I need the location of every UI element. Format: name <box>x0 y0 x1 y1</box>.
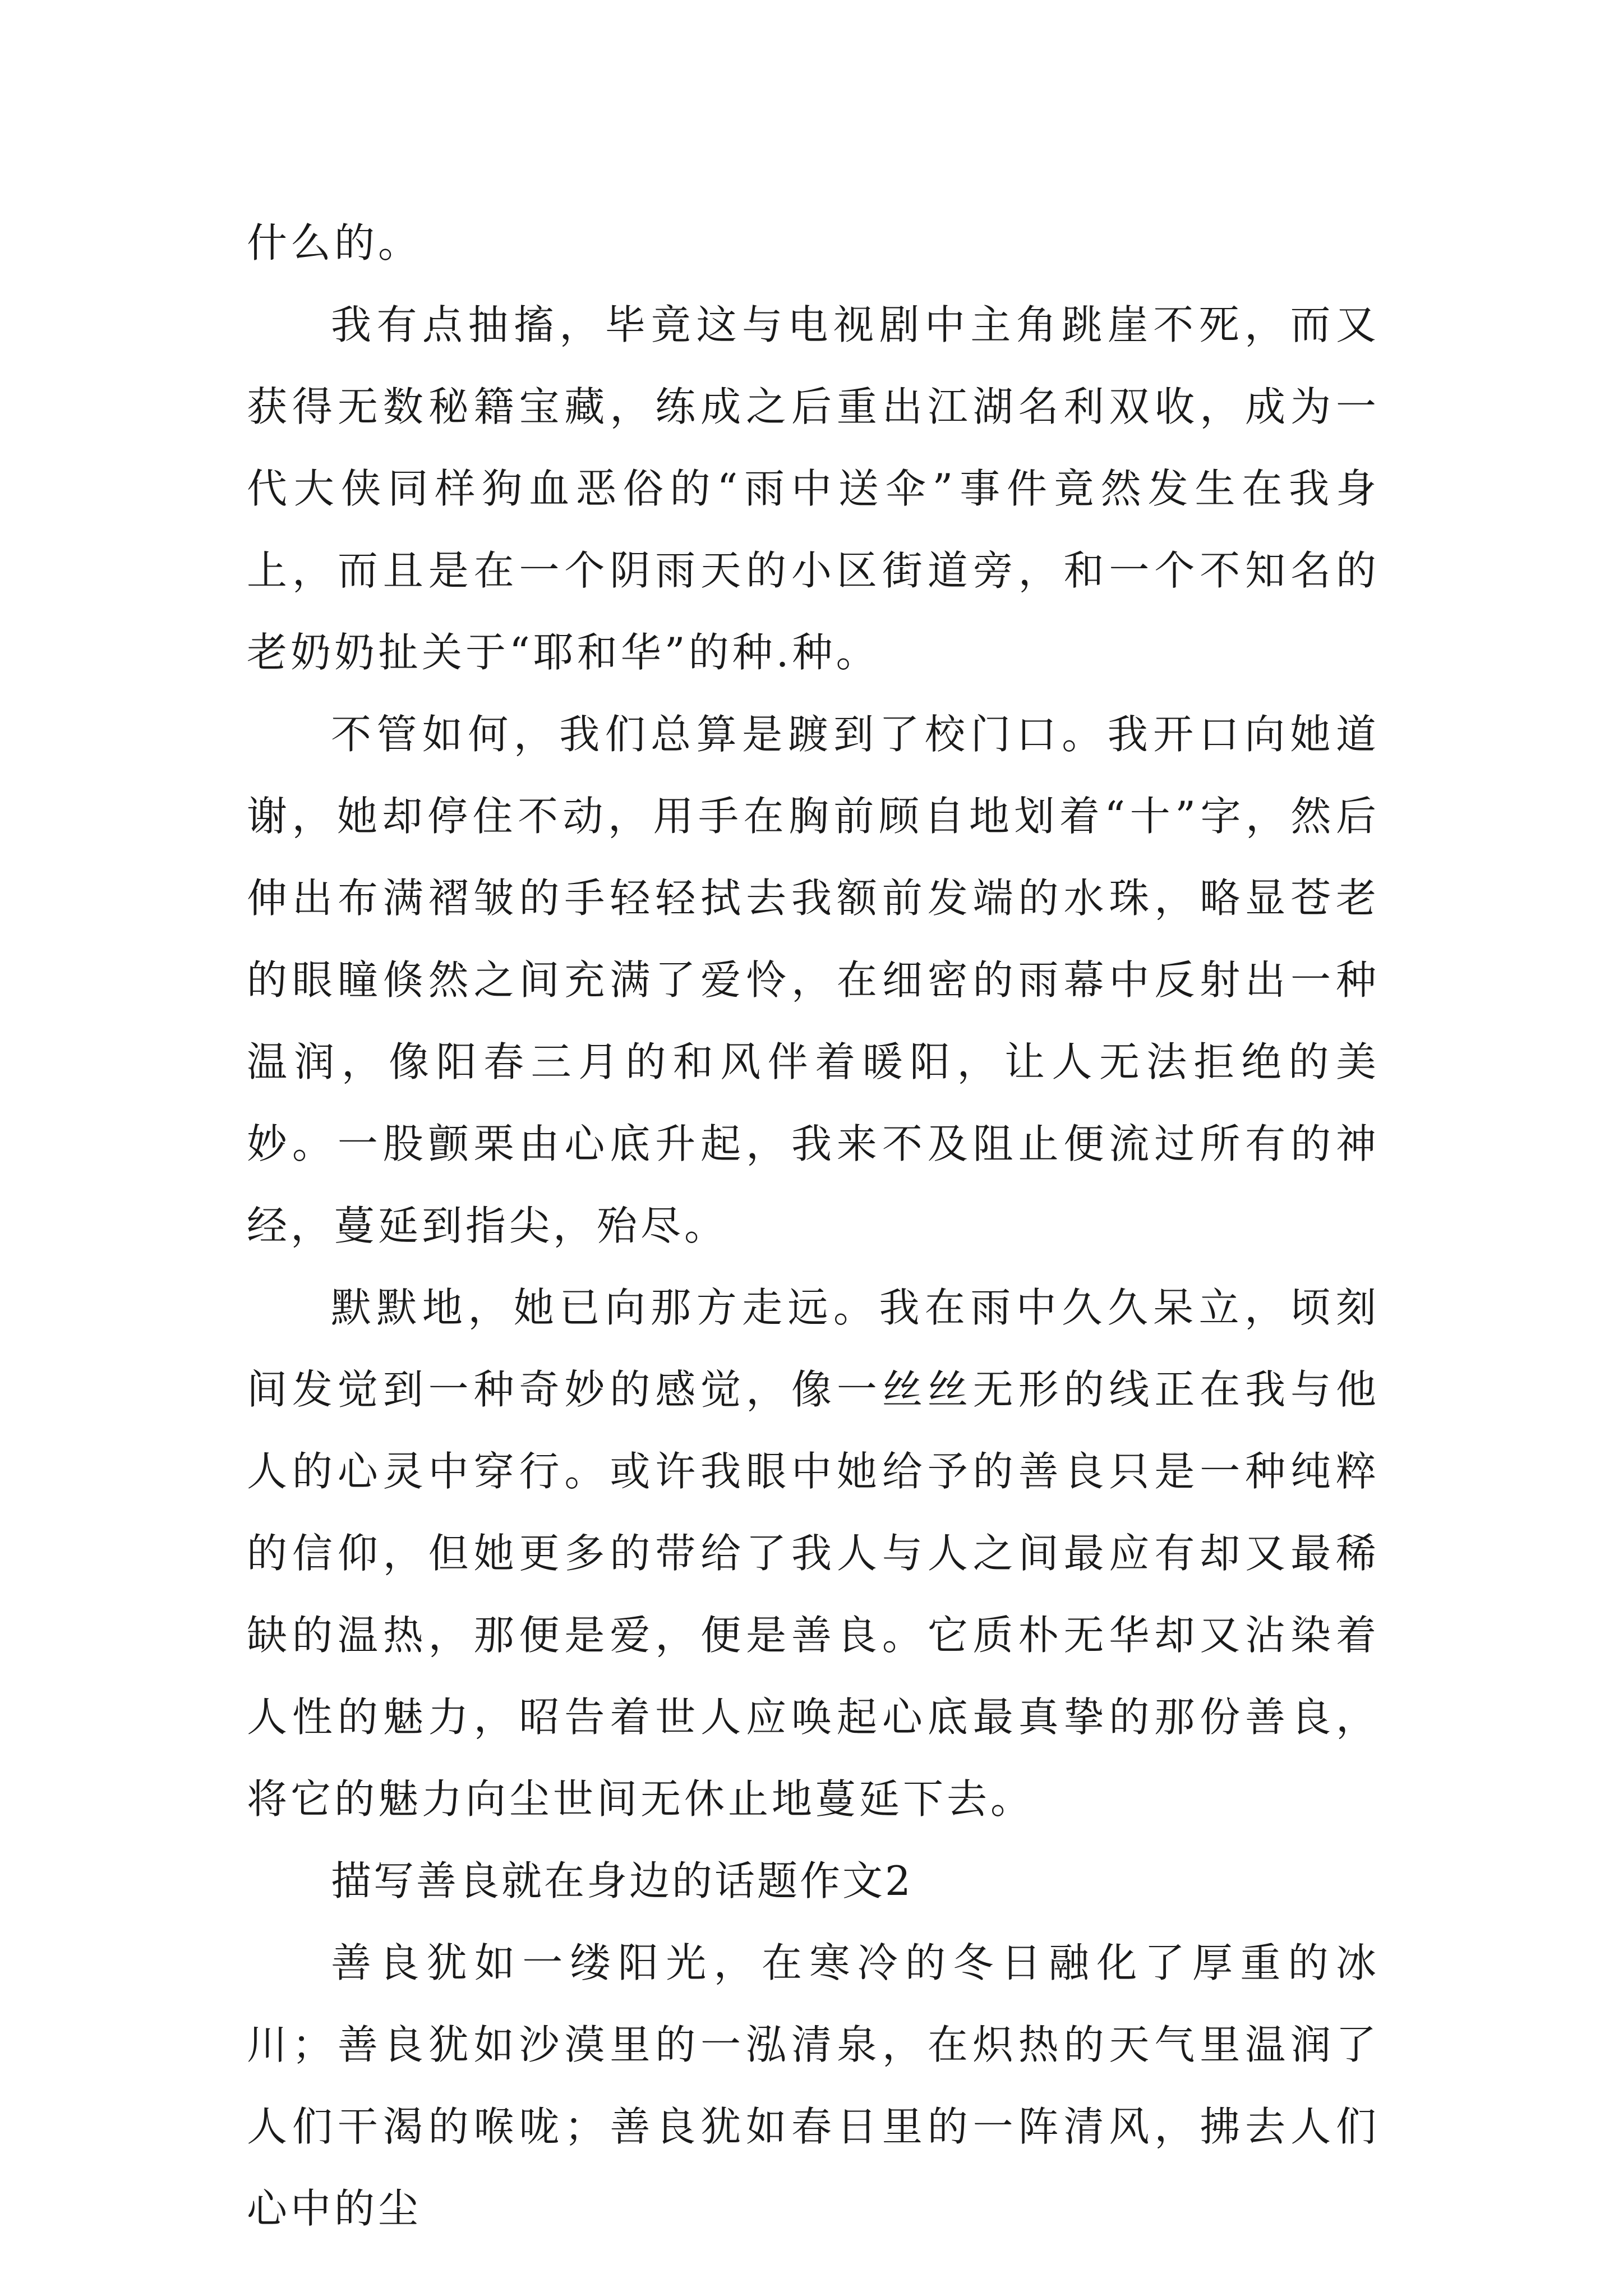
paragraph: 我有点抽搐，毕竟这与电视剧中主角跳崖不死，而又获得无数秘籍宝藏，练成之后重出江湖名利双收，成为一代大侠同样狗血恶俗的“雨中送伞”事件竟然发生在我身上，而且是在一个阴雨天的小区街道旁，和一个不知名的老奶奶扯关于“耶和华”的种.种。 <box>247 301 1380 676</box>
paragraph: 不管如何，我们总算是踱到了校门口。我开口向她道谢，她却停住不动，用手在胸前顾自地划着“十”字，然后伸出布满褶皱的手轻轻拭去我额前发端的水珠，略显苍老的眼瞳倏然之间充满了爱怜，在细密的雨幕中反射出一种温润，像阳春三月的和风伴着暖阳，让人无法拒绝的美妙。一股颤栗由心底升起，我来不及阻止便流过所有的神经，蔓延到指尖，殆尽。 <box>247 711 1380 1249</box>
section-title: 描写善良就在身边的话题作文2 <box>331 1857 913 1904</box>
paragraph: 默默地，她已向那方走远。我在雨中久久呆立，顷刻间发觉到一种奇妙的感觉，像一丝丝无形的线正在我与他人的心灵中穿行。或许我眼中她给予的善良只是一种纯粹的信仰，但她更多的带给了我人与人之间最应有却又最稀缺的温热，那便是爱，便是善良。它质朴无华却又沾染着人性的魅力，昭告着世人应唤起心底最真挚的那份善良，将它的魅力向尘世间无休止地蔓延下去。 <box>247 1284 1380 1823</box>
paragraph: 善良犹如一缕阳光，在寒冷的冬日融化了厚重的冰川；善良犹如沙漠里的一泓清泉，在炽热的天气里温润了人们干渴的喉咙；善良犹如春日里的一阵清风，拂去人们心中的尘 <box>247 1939 1380 2232</box>
document-body <box>247 202 1380 2249</box>
paragraph-continuation: 什么的。 <box>247 219 422 266</box>
